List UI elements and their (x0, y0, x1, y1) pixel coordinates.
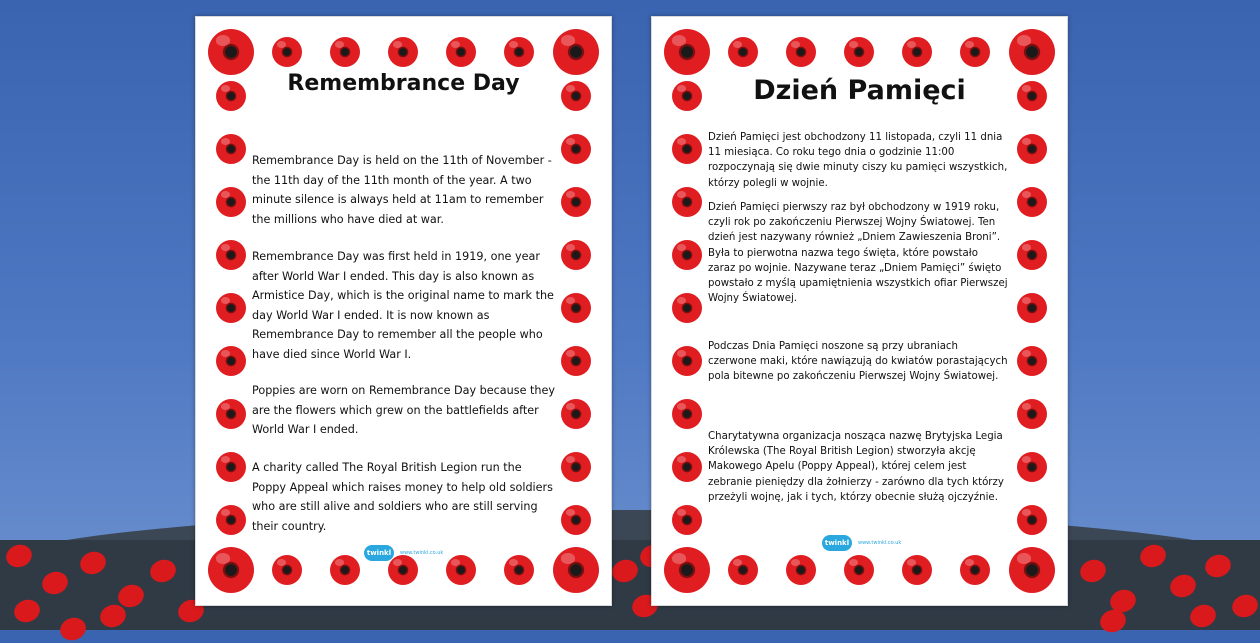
poppy-icon (561, 187, 591, 217)
twinkl-logo (822, 535, 901, 551)
poppy-icon (1017, 134, 1047, 164)
poppy-icon (330, 555, 360, 585)
poppy-icon (553, 547, 599, 593)
poppy-icon (561, 293, 591, 323)
poppy-icon (1009, 29, 1055, 75)
poppy-icon (672, 293, 702, 323)
paragraph-polish-4: Charytatywna organizacja nosząca nazwę Brytyjska Legia Królewska (The Royal British Legion) stworzyła akcję Makowego Apelu (Poppy Appeal), której celem jest zebranie pieniędzy dla żołnierzy - zarówno dla tych którzy przeżyli wojnę, jak i tych, którzy obecnie służą ojczyźnie. (708, 431, 1004, 503)
poppy-icon (216, 452, 246, 482)
paragraph-polish-2: Dzień Pamięci pierwszy raz był obchodzony w 1919 roku, czyli rok po zakończeniu Pierwszej Wojny Światowej. Ten dzień jest nazywany również „Dniem Zawieszenia Broni”. Była to pierwotna nazwa tego święta, które powstało zaraz po wojnie. Nazywane teraz „Dniem Pamięci” święto powstało z myślą upamiętnienia wszystkich ofiar Pierwszej Wojny Światowej. (708, 202, 1008, 305)
poppy-icon (844, 37, 874, 67)
poppy-icon (1017, 81, 1047, 111)
poppy-icon (1009, 547, 1055, 593)
poppy-icon (216, 240, 246, 270)
sheet-title-english: Remembrance Day (287, 71, 520, 96)
poppy-icon (672, 187, 702, 217)
logo-mark: twinkl (822, 535, 852, 551)
poppy-icon (388, 37, 418, 67)
poppy-icon (272, 37, 302, 67)
poppy-icon (208, 547, 254, 593)
poppy-icon (1017, 399, 1047, 429)
logo-mark: twinkl (364, 545, 394, 561)
poppy-icon (504, 37, 534, 67)
paragraph-english-3: Poppies are worn on Remembrance Day because they are the flowers which grew on the battlefields after World War I ended. (252, 384, 556, 437)
poppy-icon (786, 37, 816, 67)
poppy-icon (672, 452, 702, 482)
poppy-icon (902, 37, 932, 67)
poppy-icon (561, 346, 591, 376)
sheet-polish (651, 16, 1068, 606)
paragraph-polish-3: Podczas Dnia Pamięci noszone są przy ubraniach czerwone maki, które nawiązują do kwiatów porastających pola bitewne po zakończeniu Pierwszej Wojny Światowej. (708, 341, 1008, 383)
poppy-icon (672, 399, 702, 429)
sheet-english (195, 16, 612, 606)
poppy-icon (561, 81, 591, 111)
poppy-icon (553, 29, 599, 75)
paragraph-english-1: Remembrance Day is held on the 11th of November - the 11th day of the 11th month of the year. A two minute silence is always held at 11am to remember the millions who have died at war. (252, 154, 552, 226)
poppy-icon (216, 187, 246, 217)
poppy-icon (728, 555, 758, 585)
poppy-icon (446, 555, 476, 585)
logo-url: www.twinkl.co.uk (858, 540, 902, 546)
poppy-icon (672, 81, 702, 111)
poppy-icon (272, 555, 302, 585)
logo-url: www.twinkl.co.uk (400, 550, 444, 556)
poppy-icon (844, 555, 874, 585)
poppy-icon (786, 555, 816, 585)
twinkl-logo (364, 545, 443, 561)
poppy-icon (216, 134, 246, 164)
paragraph-polish-1: Dzień Pamięci jest obchodzony 11 listopada, czyli 11 dnia 11 miesiąca. Co roku tego dnia o godzinie 11:00 rozpoczynają się dwie minuty ciszy ku pamięci wszystkich, którzy polegli w wojnie. (708, 132, 1008, 189)
poppy-icon (664, 547, 710, 593)
poppy-icon (664, 29, 710, 75)
poppy-icon (216, 293, 246, 323)
poppy-icon (216, 346, 246, 376)
poppy-icon (672, 134, 702, 164)
paragraph-english-2: Remembrance Day was first held in 1919, one year after World War I ended. This day is also known as Armistice Day, which is the original name to mark the day World War I ended. It is now known as Remembrance Day to remember all the people who have died since World War I. (252, 250, 554, 361)
poppy-icon (216, 505, 246, 535)
poppy-icon (960, 37, 990, 67)
poppy-icon (902, 555, 932, 585)
poppy-icon (1017, 240, 1047, 270)
poppy-icon (1017, 346, 1047, 376)
poppy-icon (960, 555, 990, 585)
poppy-icon (561, 399, 591, 429)
poppy-icon (1017, 187, 1047, 217)
poppy-icon (672, 346, 702, 376)
poppy-icon (1017, 293, 1047, 323)
poppy-icon (504, 555, 534, 585)
poppy-icon (208, 29, 254, 75)
poppy-icon (728, 37, 758, 67)
poppy-icon (330, 37, 360, 67)
poppy-icon (561, 134, 591, 164)
poppy-icon (561, 240, 591, 270)
sheet-title-polish: Dzień Pamięci (753, 75, 966, 106)
poppy-icon (216, 399, 246, 429)
poppy-icon (216, 81, 246, 111)
poppy-icon (1017, 452, 1047, 482)
paragraph-english-4: A charity called The Royal British Legion run the Poppy Appeal which raises money to help old soldiers who are still alive and soldiers who are still serving their country. (252, 461, 553, 533)
poppy-icon (1017, 505, 1047, 535)
poppy-icon (672, 505, 702, 535)
poppy-icon (672, 240, 702, 270)
poppy-icon (446, 37, 476, 67)
poppy-icon (561, 452, 591, 482)
poppy-icon (561, 505, 591, 535)
